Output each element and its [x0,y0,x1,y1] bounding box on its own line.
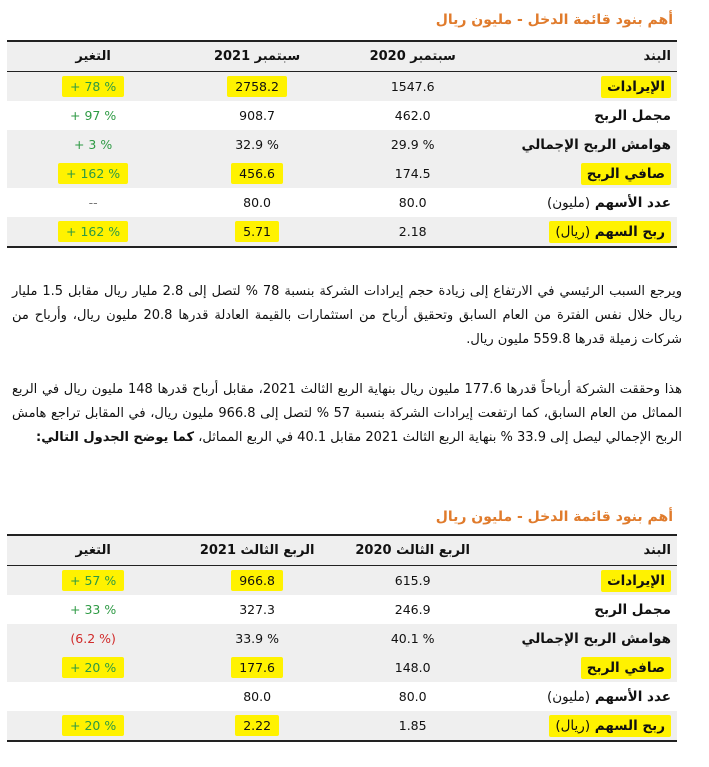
paragraph-2 [12,378,682,450]
row-col1: 80.0 [398,195,427,210]
header-change: التغير [7,41,179,72]
row-col2: 2.22 [235,715,279,736]
row-item-note: (مليون) [546,194,591,211]
row-change: % 3 + [73,137,113,152]
row-col2: 2758.2 [227,76,287,97]
row-col2: 966.8 [231,570,283,591]
header-change: التغير [7,535,179,566]
row-col1: 174.5 [394,166,431,181]
header-col2: سبتمبر 2021 [179,41,335,72]
row-col1: 1.85 [398,718,427,733]
paragraph-2-text: هذا وحققت الشركة أرباحاً قدرها 177.6 مليون ريال بنهاية الربع الثالث 2021، مقابل أرباح قدرها 148 مليون ريال في الربع المماثل من العام السابق، كما ارتفعت إيرادات الشركة بنسبة 57 % لتصل إلى 966.8 مليون ريال، في المقابل تراجع هامش الربح الإجمالي ليصل إلى 33.9 % بنهاية الربع الثالث 2021 مقابل 40.1 في الربع المماثل، [12,382,682,445]
table-header-row [7,41,677,72]
table-row [7,624,677,653]
table-row [7,217,677,247]
row-change: -- [88,195,98,210]
header-col2: الربع الثالث 2021 [179,535,335,566]
table-row [7,566,677,596]
table-row [7,595,677,624]
row-change: % 20 + [62,657,124,678]
row-col1: 2.18 [398,224,427,239]
table-row [7,711,677,741]
row-col2: 327.3 [239,602,275,617]
row-col2: % 33.9 [235,631,279,646]
row-change: % 20 + [62,715,124,736]
row-item-note: (مليون) [546,688,591,705]
row-col2: 908.7 [239,108,275,123]
row-col2: 5.71 [235,221,279,242]
row-col2: % 32.9 [235,137,279,152]
table-row [7,188,677,217]
row-item: صافي الربح [581,163,671,185]
row-item: صافي الربح [581,657,671,679]
row-change: (% 6.2) [70,631,116,646]
row-col2: 80.0 [243,195,271,210]
row-item: الإيرادات [601,76,671,98]
row-col1: 80.0 [398,689,427,704]
row-item: عدد الأسهم [594,688,671,705]
row-item: مجمل الربح [594,601,671,618]
row-col2: 456.6 [231,163,283,184]
row-change: % 33 + [70,602,117,617]
income-table-q3 [7,534,677,742]
row-item: الإيرادات [601,570,671,592]
table-row [7,130,677,159]
table1-title: أهم بنود قائمة الدخل - مليون ريال [435,12,673,28]
row-change: % 162 + [58,163,128,184]
row-change: % 97 + [70,108,117,123]
table-row [7,101,677,130]
row-item: مجمل الربح [594,107,671,124]
table-row [7,682,677,711]
table-row [7,72,677,102]
row-col1: % 40.1 [390,631,435,646]
table-row [7,159,677,188]
income-table-nine-months [7,40,677,248]
header-col1: سبتمبر 2020 [335,41,491,72]
row-item: ربح السهم [594,717,665,734]
row-col1: 246.9 [394,602,431,617]
row-item: عدد الأسهم [594,194,671,211]
row-col1: 1547.6 [390,79,435,94]
table-row [7,653,677,682]
paragraph-2-bold: كما يوضح الجدول التالي: [36,430,195,445]
header-col1: الربع الثالث 2020 [335,535,490,566]
row-col1: % 29.9 [390,137,435,152]
table2-title: أهم بنود قائمة الدخل - مليون ريال [435,509,673,525]
header-item: البند [490,535,677,566]
row-item-note: (ريال) [555,223,591,240]
row-item: هوامش الربح الإجمالي [521,136,671,153]
row-col1: 462.0 [394,108,431,123]
paragraph-1: ويرجع السبب الرئيسي في الارتفاع إلى زيادة حجم إيرادات الشركة بنسبة 78 % لتصل إلى 2.8 مليار ريال مقابل 1.5 مليار ريال خلال نفس الفترة من العام السابق وتحقيق أرباح من استثمارات بالقيمة العادلة قدرها 20.8 مليون ريال، وأرباح من شركات زميلة قدرها 559.8 مليون ريال. [12,284,682,347]
row-col1: 148.0 [394,660,431,675]
header-item: البند [490,41,677,72]
row-change: % 57 + [62,570,124,591]
row-item: هوامش الربح الإجمالي [521,630,671,647]
row-col1: 615.9 [394,573,431,588]
table-header-row [7,535,677,566]
row-col2: 80.0 [243,689,272,704]
row-item-note: (ريال) [555,717,591,734]
row-col2: 177.6 [231,657,283,678]
row-change: % 162 + [58,221,128,242]
row-item: ربح السهم [594,223,665,240]
row-change: % 78 + [62,76,124,97]
